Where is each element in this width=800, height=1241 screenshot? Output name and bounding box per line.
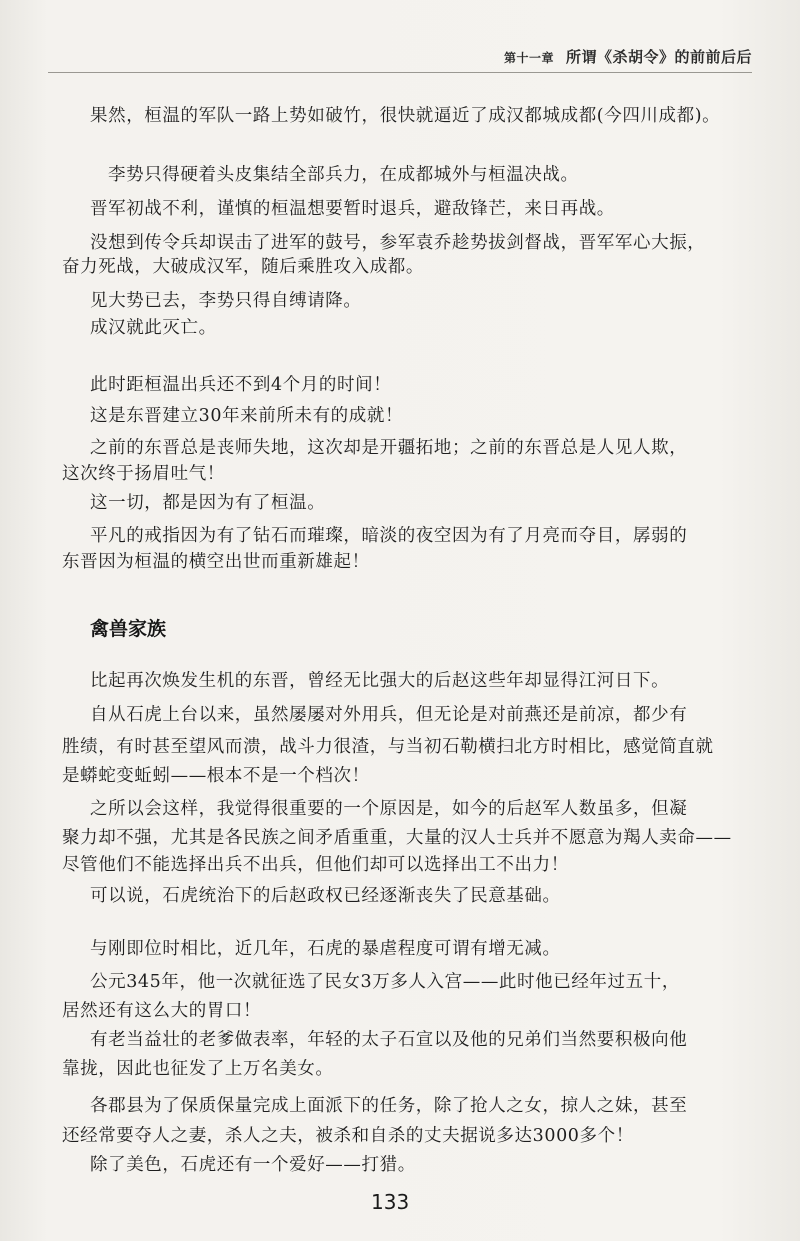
text-line: 还经常要夺人之妻，杀人之夫，被杀和自杀的丈夫据说多达3000多个！ (62, 1126, 634, 1146)
text-line: 东晋因为桓温的横空出世而重新雄起！ (62, 552, 370, 572)
text-line: 这一切，都是因为有了桓温。 (90, 493, 326, 513)
header-rule (48, 72, 752, 73)
text-line: 有老当益壮的老爹做表率，年轻的太子石宣以及他的兄弟们当然要积极向他 (90, 1030, 688, 1050)
text-line: 见大势已去，李势只得自缚请降。 (90, 291, 362, 311)
text-line: 胜绩，有时甚至望风而溃，战斗力很渣，与当初石勒横扫北方时相比，感觉简直就 (62, 737, 714, 757)
running-head-title: 所谓《杀胡令》的前前后后 (565, 48, 752, 66)
text-line: 成汉就此灭亡。 (90, 318, 217, 338)
page-number: 133 (371, 1190, 410, 1214)
text-line: 公元345年，他一次就征选了民女3万多人入宫——此时他已经年过五十， (90, 972, 680, 992)
text-line: 没想到传令兵却误击了进军的鼓号，参军袁乔趁势拔剑督战，晋军军心大振， (90, 233, 706, 253)
text-line: 奋力死战，大破成汉军，随后乘胜攻入成都。 (62, 257, 424, 277)
text-line: 平凡的戒指因为有了钻石而璀璨，暗淡的夜空因为有了月亮而夺目，孱弱的 (90, 526, 688, 546)
text-line: 自从石虎上台以来，虽然屡屡对外用兵，但无论是对前燕还是前凉，都少有 (90, 705, 688, 725)
text-line: 聚力却不强，尤其是各民族之间矛盾重重，大量的汉人士兵并不愿意为羯人卖命—— (62, 828, 732, 848)
running-head (504, 46, 752, 67)
text-line: 晋军初战不利，谨慎的桓温想要暂时退兵，避敌锋芒，来日再战。 (90, 199, 615, 219)
text-line: 之所以会这样，我觉得很重要的一个原因是，如今的后赵军人数虽多，但凝 (90, 799, 688, 819)
text-line: 可以说，石虎统治下的后赵政权已经逐渐丧失了民意基础。 (90, 886, 561, 906)
text-line: 除了美色，石虎还有一个爱好——打猎。 (90, 1155, 416, 1175)
section-title: 禽兽家族 (90, 618, 167, 640)
text-line: 是蟒蛇变蚯蚓——根本不是一个档次！ (62, 766, 370, 786)
text-line: 这是东晋建立30年来前所未有的成就！ (90, 406, 404, 426)
text-line: 靠拢，因此也征发了上万名美女。 (62, 1059, 334, 1079)
text-line: 比起再次焕发生机的东晋，曾经无比强大的后赵这些年却显得江河日下。 (90, 671, 670, 691)
text-line: 此时距桓温出兵还不到4个月的时间！ (90, 375, 392, 395)
text-line: 尽管他们不能选择出兵不出兵，但他们却可以选择出工不出力！ (62, 855, 569, 875)
text-line: 各郡县为了保质保量完成上面派下的任务，除了抢人之女，掠人之妹，甚至 (90, 1096, 688, 1116)
text-line: 与刚即位时相比，近几年，石虎的暴虐程度可谓有增无减。 (90, 939, 561, 959)
text-line: 李势只得硬着头皮集结全部兵力，在成都城外与桓温决战。 (108, 165, 579, 185)
running-head-chapter: 第十一章 (503, 51, 554, 65)
text-line: 居然还有这么大的胃口！ (62, 1001, 262, 1021)
text-line: 果然，桓温的军队一路上势如破竹，很快就逼近了成汉都城成都(今四川成都)。 (90, 106, 721, 126)
text-line: 之前的东晋总是丧师失地，这次却是开疆拓地；之前的东晋总是人见人欺， (90, 438, 688, 458)
text-line: 这次终于扬眉吐气！ (62, 464, 225, 484)
